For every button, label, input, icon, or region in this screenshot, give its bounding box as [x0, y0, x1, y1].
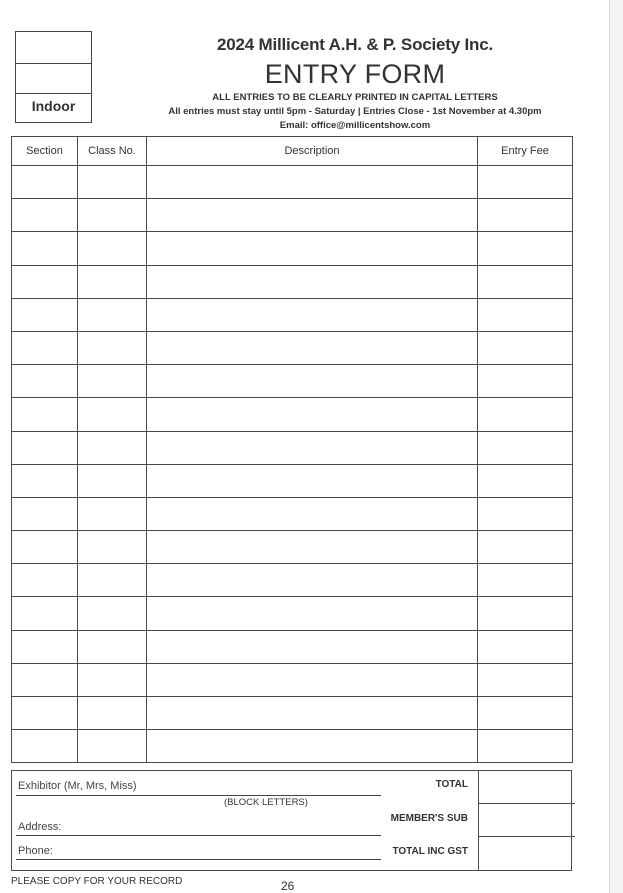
table-row — [12, 398, 573, 431]
table-row — [12, 597, 573, 630]
dates-text: All entries must stay until 5pm - Saturday | Entries Close - 1st November at 4.30pm — [168, 106, 542, 117]
totals-column — [478, 770, 575, 871]
table-row — [12, 464, 573, 497]
section-cell[interactable] — [12, 630, 78, 663]
entry-fee-cell[interactable] — [478, 597, 573, 630]
entry-fee-cell[interactable] — [478, 697, 573, 730]
entry-fee-cell[interactable] — [478, 730, 573, 763]
entry-fee-cell[interactable] — [478, 199, 573, 232]
description-cell[interactable] — [147, 265, 478, 298]
table-row — [12, 365, 573, 398]
section-cell[interactable] — [12, 497, 78, 530]
table-row — [12, 431, 573, 464]
entry-fee-cell[interactable] — [478, 497, 573, 530]
description-cell[interactable] — [147, 497, 478, 530]
copy-note: PLEASE COPY FOR YOUR RECORD — [11, 876, 183, 887]
total-label: TOTAL — [435, 779, 468, 790]
section-cell[interactable] — [12, 331, 78, 364]
entry-fee-cell[interactable] — [478, 365, 573, 398]
entry-fee-cell[interactable] — [478, 464, 573, 497]
class-no-cell[interactable] — [78, 564, 147, 597]
class-no-cell[interactable] — [78, 630, 147, 663]
description-cell[interactable] — [147, 298, 478, 331]
section-cell[interactable] — [12, 531, 78, 564]
address-field[interactable] — [16, 835, 381, 836]
table-row — [12, 298, 573, 331]
class-no-cell[interactable] — [78, 166, 147, 199]
table-row — [12, 497, 573, 530]
class-no-cell[interactable] — [78, 497, 147, 530]
class-no-cell[interactable] — [78, 697, 147, 730]
table-row — [12, 265, 573, 298]
section-cell[interactable] — [12, 365, 78, 398]
entry-fee-cell[interactable] — [478, 663, 573, 696]
exhibitor-footer — [11, 770, 572, 871]
members-sub-field[interactable] — [479, 803, 575, 837]
column-header-description: Description — [147, 137, 478, 166]
class-no-cell[interactable] — [78, 663, 147, 696]
table-row — [12, 531, 573, 564]
table-row — [12, 564, 573, 597]
class-no-cell[interactable] — [78, 398, 147, 431]
entry-fee-cell[interactable] — [478, 431, 573, 464]
section-cell[interactable] — [12, 431, 78, 464]
section-cell[interactable] — [12, 166, 78, 199]
description-cell[interactable] — [147, 464, 478, 497]
entry-fee-cell[interactable] — [478, 564, 573, 597]
section-cell[interactable] — [12, 663, 78, 696]
total-field[interactable] — [479, 770, 575, 804]
table-row — [12, 697, 573, 730]
section-cell[interactable] — [12, 232, 78, 265]
address-label: Address: — [18, 821, 62, 833]
class-no-cell[interactable] — [78, 464, 147, 497]
page-number: 26 — [281, 879, 295, 893]
category-box-cell[interactable] — [16, 63, 91, 94]
table-header-row — [12, 137, 573, 166]
class-no-cell[interactable] — [78, 199, 147, 232]
class-no-cell[interactable] — [78, 431, 147, 464]
class-no-cell[interactable] — [78, 597, 147, 630]
section-cell[interactable] — [12, 199, 78, 232]
table-row — [12, 630, 573, 663]
description-cell[interactable] — [147, 663, 478, 696]
section-cell[interactable] — [12, 697, 78, 730]
description-cell[interactable] — [147, 730, 478, 763]
entries-body — [12, 166, 573, 763]
section-cell[interactable] — [12, 730, 78, 763]
entry-fee-cell[interactable] — [478, 232, 573, 265]
description-cell[interactable] — [147, 365, 478, 398]
description-cell[interactable] — [147, 630, 478, 663]
table-row — [12, 331, 573, 364]
description-cell[interactable] — [147, 564, 478, 597]
description-cell[interactable] — [147, 331, 478, 364]
email-text: Email: office@millicentshow.com — [279, 120, 431, 131]
section-cell[interactable] — [12, 464, 78, 497]
description-cell[interactable] — [147, 398, 478, 431]
instruction-text: ALL ENTRIES TO BE CLEARLY PRINTED IN CAPITAL LETTERS — [212, 92, 498, 103]
table-row — [12, 730, 573, 763]
class-no-cell[interactable] — [78, 265, 147, 298]
description-cell[interactable] — [147, 431, 478, 464]
section-cell[interactable] — [12, 398, 78, 431]
section-cell[interactable] — [12, 298, 78, 331]
exhibitor-label: Exhibitor (Mr, Mrs, Miss) — [18, 780, 137, 792]
entry-fee-cell[interactable] — [478, 331, 573, 364]
description-cell[interactable] — [147, 199, 478, 232]
class-no-cell[interactable] — [78, 365, 147, 398]
block-letters-note: (BLOCK LETTERS) — [224, 797, 308, 808]
total-inc-gst-label: TOTAL INC GST — [392, 846, 468, 857]
class-no-cell[interactable] — [78, 331, 147, 364]
category-box-cell[interactable] — [16, 32, 91, 64]
category-box — [15, 31, 92, 123]
entry-fee-cell[interactable] — [478, 630, 573, 663]
table-row — [12, 166, 573, 199]
class-no-cell[interactable] — [78, 730, 147, 763]
description-cell[interactable] — [147, 232, 478, 265]
members-sub-label: MEMBER'S SUB — [390, 813, 468, 824]
phone-label: Phone: — [18, 845, 53, 857]
table-row — [12, 232, 573, 265]
table-row — [12, 663, 573, 696]
class-no-cell[interactable] — [78, 232, 147, 265]
column-header-section: Section — [12, 137, 78, 166]
class-no-cell[interactable] — [78, 531, 147, 564]
form-title: ENTRY FORM — [264, 59, 446, 89]
entry-fee-cell[interactable] — [478, 531, 573, 564]
entry-fee-cell[interactable] — [478, 298, 573, 331]
class-no-cell[interactable] — [78, 298, 147, 331]
description-cell[interactable] — [147, 166, 478, 199]
section-cell[interactable] — [12, 265, 78, 298]
exhibitor-field[interactable] — [16, 795, 381, 796]
description-cell[interactable] — [147, 697, 478, 730]
phone-field[interactable] — [16, 859, 381, 860]
entry-fee-cell[interactable] — [478, 265, 573, 298]
page-shade — [610, 0, 623, 893]
entries-table — [11, 136, 573, 763]
description-cell[interactable] — [147, 597, 478, 630]
entry-fee-cell[interactable] — [478, 398, 573, 431]
column-header-entry-fee: Entry Fee — [478, 137, 573, 166]
entry-fee-cell[interactable] — [478, 166, 573, 199]
organization-name: 2024 Millicent A.H. & P. Society Inc. — [216, 35, 494, 54]
category-label: Indoor — [31, 98, 76, 114]
table-row — [12, 199, 573, 232]
description-cell[interactable] — [147, 531, 478, 564]
section-cell[interactable] — [12, 564, 78, 597]
column-header-class-no: Class No. — [78, 137, 147, 166]
section-cell[interactable] — [12, 597, 78, 630]
